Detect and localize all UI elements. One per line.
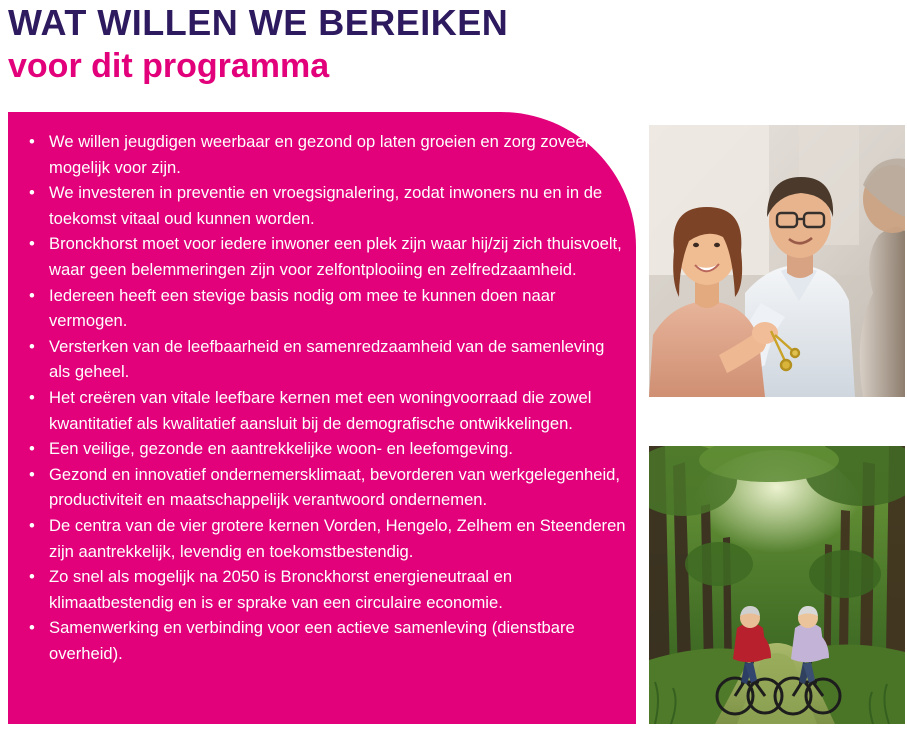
- list-item: [22, 129, 628, 180]
- list-item-text: Zo snel als mogelijk na 2050 is Bronckhorst energieneutraal en klimaatbestendig en is er sprake van een circulaire economie.: [49, 567, 513, 612]
- bullet-dot-icon: •: [29, 464, 35, 484]
- list-item: [22, 513, 628, 564]
- page-title-line-2: voor dit programma: [8, 47, 330, 85]
- list-item-text: Bronckhorst moet voor iedere inwoner een plek zijn waar hij/zij zich thuisvoelt, waar geen belemmeringen zijn voor zelfontplooiing en zelfredzaamheid.: [49, 234, 622, 279]
- bullet-dot-icon: •: [29, 618, 35, 638]
- list-item: [22, 334, 628, 385]
- list-item-text: De centra van de vier grotere kernen Vorden, Hengelo, Zelhem en Steenderen zijn aantrekkelijk, levendig en toekomstbestendig.: [49, 515, 626, 561]
- bullet-dot-icon: •: [29, 515, 35, 535]
- bullet-dot-icon: •: [29, 336, 35, 356]
- bullet-dot-icon: •: [29, 285, 35, 305]
- list-item-text: Een veilige, gezonde en aantrekkelijke woon- en leefomgeving.: [49, 439, 514, 459]
- list-item: [22, 180, 628, 231]
- list-item-text: Iedereen heeft een stevige basis nodig om mee te kunnen doen naar vermogen.: [49, 285, 556, 331]
- list-item-text: We investeren in preventie en vroegsignalering, zodat inwoners nu en in de toekomst vitaal oud kunnen worden.: [49, 183, 603, 228]
- list-item: [22, 462, 628, 513]
- list-item: [22, 231, 628, 282]
- page-title-line-1: WAT WILLEN WE BEREIKEN: [8, 2, 509, 43]
- list-item-text: We willen jeugdigen weerbaar en gezond op laten groeien en zorg zoveel mogelijk voor zijn.: [49, 132, 589, 177]
- bullet-dot-icon: •: [29, 183, 35, 203]
- goals-panel: [8, 112, 636, 724]
- bullet-dot-icon: •: [29, 132, 35, 151]
- bullet-dot-icon: •: [29, 387, 35, 407]
- list-item: [22, 283, 628, 334]
- bullet-dot-icon: •: [29, 439, 35, 459]
- photo-advisor-handing-keys: [649, 125, 905, 397]
- photo-seniors-cycling-forest: [649, 446, 905, 724]
- list-item: [22, 436, 628, 462]
- list-item: [22, 564, 628, 615]
- page-title: [8, 2, 708, 86]
- bullet-dot-icon: •: [29, 567, 35, 587]
- list-item-text: Gezond en innovatief ondernemersklimaat, bevorderen van werkgelegenheid, productiviteit en maatschappelijk verantwoord ondernemen.: [49, 464, 620, 510]
- list-item-text: Het creëren van vitale leefbare kernen met een woningvoorraad die zowel kwantitatief als kwalitatief aansluit bij de demografische ontwikkelingen.: [49, 387, 592, 433]
- list-item-text: Samenwerking en verbinding voor een actieve samenleving (dienstbare overheid).: [49, 618, 575, 663]
- list-item: [22, 615, 628, 666]
- list-item-text: Versterken van de leefbaarheid en samenredzaamheid van de samenleving als geheel.: [49, 336, 605, 382]
- list-item: [22, 385, 628, 436]
- goals-bullet-list: [22, 129, 628, 666]
- bullet-dot-icon: •: [29, 234, 35, 254]
